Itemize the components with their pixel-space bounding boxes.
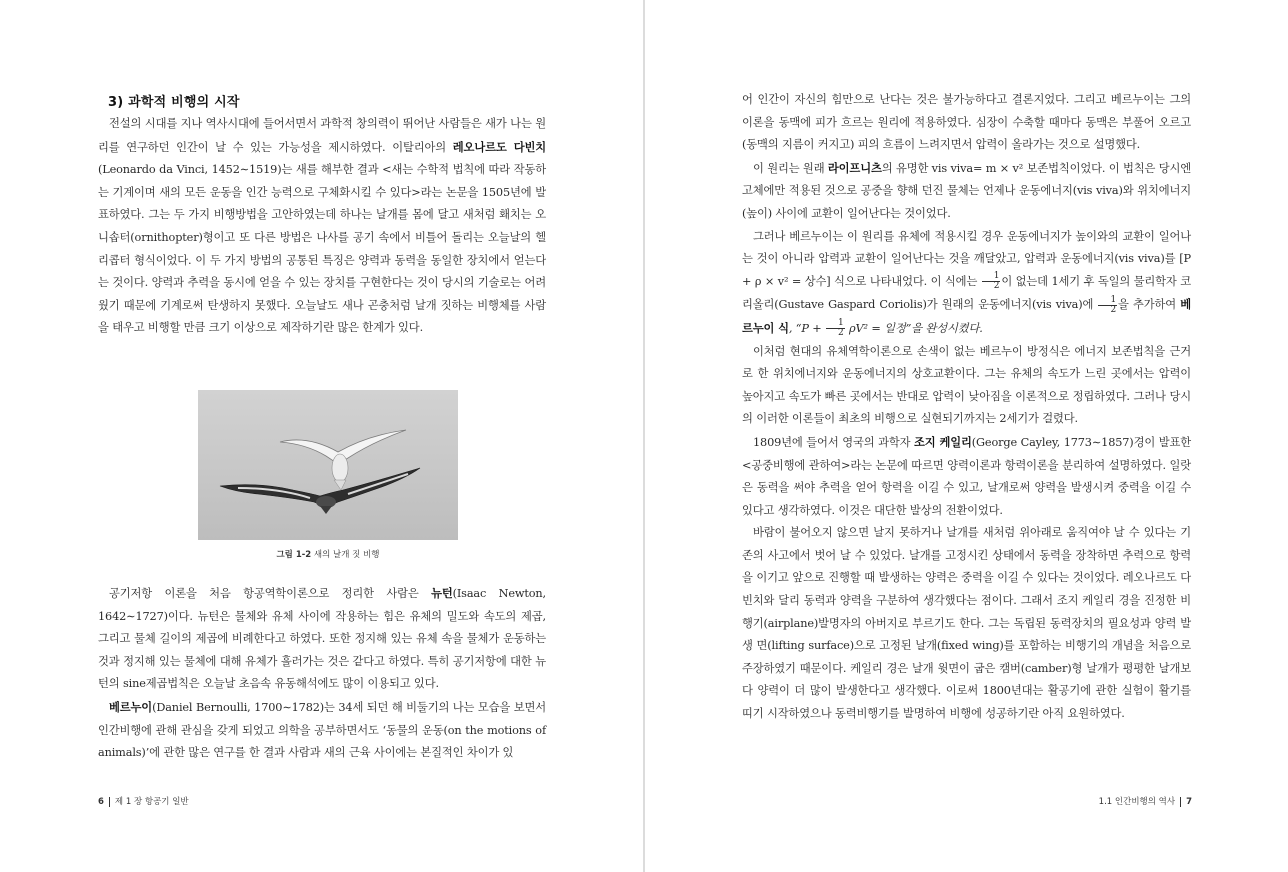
page-number-right: 7 xyxy=(1186,797,1192,807)
fraction-one-half: $\frac{1}{2}$ xyxy=(982,272,1001,291)
right-column xyxy=(742,89,1191,726)
left-page xyxy=(0,0,643,872)
paragraph-newton: 공기저항 이론을 처음 항공역학이론으로 정리한 사람은 뉴턴(Isaac Newton, 1642∼1727)이다. 뉴턴은 물체와 유체 사이에 작용하는 힘은 유체의 밀도와 속도의 제곱, 그리고 물체 길이의 제곱에 비례한다고 하였다. 또한 정지해 있는 유체 속을 물체가 운동하는 것과 정지해 있는 물체에 대해 유체가 흘러가는 것은 같다고 하였다. 특히 공기저항에 대한 뉴턴의 sine제곱법칙은 오늘날 초음속 유동해석에도 많이 이용되고 있다. xyxy=(98,586,546,691)
left-column-bottom xyxy=(98,582,546,765)
section-footer-title: 1.1 인간비행의 역사 xyxy=(1098,797,1176,807)
footer-divider xyxy=(109,797,110,807)
name-davinci: 레오나르도 다빈치 xyxy=(452,139,546,154)
paragraph-cayley: 1809년에 들어서 영국의 과학자 조지 케일리(George Cayley, 1773∼1857)경이 발표한 <공중비행에 관하여>라는 논문에 따르면 양력이론과 항력이론을 분리하여 설명하였다. 일랏은 동력을 써야 추력을 얻어 항력을 이길 수 있고, 날개로써 양력을 발생시켜 중력을 이길 수 있다고 생각하였다. 이것은 대단한 발상의 전환이었다. xyxy=(742,434,1191,517)
left-column-top xyxy=(98,113,546,340)
footer-divider xyxy=(1180,797,1181,807)
name-newton: 뉴턴 xyxy=(431,586,453,600)
chapter-title: 제 1 장 항공기 일반 xyxy=(114,797,189,807)
paragraph-fixed-wing: 바람이 불어오지 않으면 날지 못하거나 날개를 새처럼 위아래로 움직여야 날 수 있다는 기존의 사고에서 벗어 날 수 있었다. 날개를 고정시킨 상태에서 동력을 장착하면 추력으로 항력을 이기고 앞으로 진행할 때 발생하는 양력은 중력을 이길 수 있다는 것이었다. 레오나르도 다빈치와 달리 동력과 양력을 구분하여 생각했다는 점이다. 그래서 조지 케일리 경을 진정한 비행기(airplane)발명자의 아버지로 부르기도 한다. 그는 독립된 동력장치의 필요성과 양력 발생 면(lifting surface)으로 고정된 날개(fixed wing)를 포함하는 비행기의 개념을 처음으로 주장하였기 때문이다. 케일리 경은 날개 윗면이 굽은 캠버(camber)형 날개가 평평한 날개보다 양력이 더 많이 발생한다고 생각했다. 이로써 1800년대는 활공기에 관한 실험이 활기를 띠기 시작하였으나 동력비행기를 발명하여 비행에 성공하기란 아직 요원하였다. xyxy=(742,526,1191,721)
paragraph-bernoulli-equation: 그러나 베르누이는 이 원리를 유체에 적용시킬 경우 운동에너지가 높이와의 교환이 일어나는 것이 아니라 압력과 교환이 일어난다는 것을 깨달았고, 압력과 운동에너지(vis viva)를 [P + ρ × v² = 상수] 식으로 나타내었다. 이 식에는 $\frac{1}{2}$ 이 없는데 1세기 후 독일의 물리학자 코리올리(Gustave Gaspard Coriolis)가 원래의 운동에너지(vis viva)에 $\frac{1}{2}$ 을 추가하여 베르누이 식, “P + $\frac{1}{2}$ ρV² = 일정”을 완성시켰다. xyxy=(742,229,1191,339)
name-bernoulli-equation: 베르누이 식 xyxy=(742,297,1191,335)
name-bernoulli: 베르누이 xyxy=(109,699,153,714)
paragraph-continued: 어 인간이 자신의 힘만으로 난다는 것은 불가능하다고 결론지었다. 그리고 베르누이는 그의 이론을 동맥에 피가 흐르는 원리에 적용하였다. 심장이 수축할 때마다 동맥은 부풀어 오르고(동맥의 지름이 커지고) 피의 흐름이 느려지면서 압력이 올라가는 것으로 설명했다. xyxy=(742,93,1191,152)
paragraph-energy-conservation: 이처럼 현대의 유체역학이론으로 손색이 없는 베르누이 방정식은 에너지 보존법칙을 근거로 한 위치에너지와 운동에너지의 상호교환이다. 그는 유체의 속도가 느린 곳에서는 압력이 높아지고 속도가 빠른 곳에서는 반대로 압력이 낮아짐을 이론적으로 정립하였다. 그러나 당시의 이러한 이론들이 최초의 비행으로 실현되기까지는 2세기가 걸렸다. xyxy=(742,344,1191,426)
fraction-one-half: $\frac{1}{2}$ xyxy=(1098,296,1117,315)
page-number-left: 6 xyxy=(98,797,104,807)
paragraph-leibniz: 이 원리는 원래 라이프니츠의 유명한 vis viva= m × v² 보존법칙이었다. 이 법칙은 당시엔 고체에만 적용된 것으로 공중을 향해 던진 물체는 언제나 운동에너지(vis viva)와 위치에너지(높이) 사이에 교환이 일어난다는 것이었다. xyxy=(742,160,1191,220)
right-page xyxy=(645,0,1288,872)
paragraph-davinci: 전설의 시대를 지나 역사시대에 들어서면서 과학적 창의력이 뛰어난 사람들은 새가 나는 원리를 연구하던 인간이 날 수 있는 가능성을 제시하였다. 이탈리아의 레오나르도 다빈치(Leonardo da Vinci, 1452∼1519)는 새를 해부한 결과 <새는 수학적 법칙에 따라 작동하는 기계이며 새의 모든 운동을 인간 능력으로 구체화시킬 수 있다>라는 논문을 1505년에 발표하였다. 그는 두 가지 비행방법을 고안하였는데 하나는 날개를 몸에 달고 새처럼 홰치는 오니솝터(ornithopter)형이고 또 다른 방법은 나사를 공기 속에서 비틀어 돌리는 오늘날의 헬리콥터 형식이었다. 이 두 가지 방법의 공통된 특징은 양력과 동력을 동일한 장치에서 얻는다는 것이다. 양력과 추력을 동시에 얻을 수 있는 장치를 구현한다는 것이 당시의 기술로는 어려웠기 때문에 기계로써 탄생하지 못했다. 오늘날도 새나 곤충처럼 날개 짓하는 비행체를 사람을 태우고 비행할 만큼 크기 이상으로 제작하기란 많은 한계가 있다. xyxy=(98,117,546,335)
bird-flight-illustration xyxy=(198,390,458,540)
section-title: 3) 과학적 비행의 시작 xyxy=(108,95,240,110)
bird-flight-photo xyxy=(198,390,458,540)
name-cayley: 조지 케일리 xyxy=(914,434,972,449)
paragraph-bernoulli: 베르누이(Daniel Bernoulli, 1700∼1782)는 34세 되던 해 비둘기의 나는 모습을 보면서 인간비행에 관해 관심을 갖게 되었고 의학을 공부하면서도 ‘동물의 운동(on the motions of animals)’에 관한 많은 연구를 한 결과 사람과 새의 근육 사이에는 본질적인 차이가 있 xyxy=(98,699,546,760)
figure-caption: 그림 1-2 새의 날개 짓 비행 xyxy=(276,550,380,560)
fraction-one-half: $\frac{1}{2}$ xyxy=(826,319,845,338)
left-footer xyxy=(98,795,189,807)
right-footer xyxy=(1099,795,1192,807)
name-leibniz: 라이프니츠 xyxy=(827,160,882,175)
eagle-bird xyxy=(220,468,420,514)
